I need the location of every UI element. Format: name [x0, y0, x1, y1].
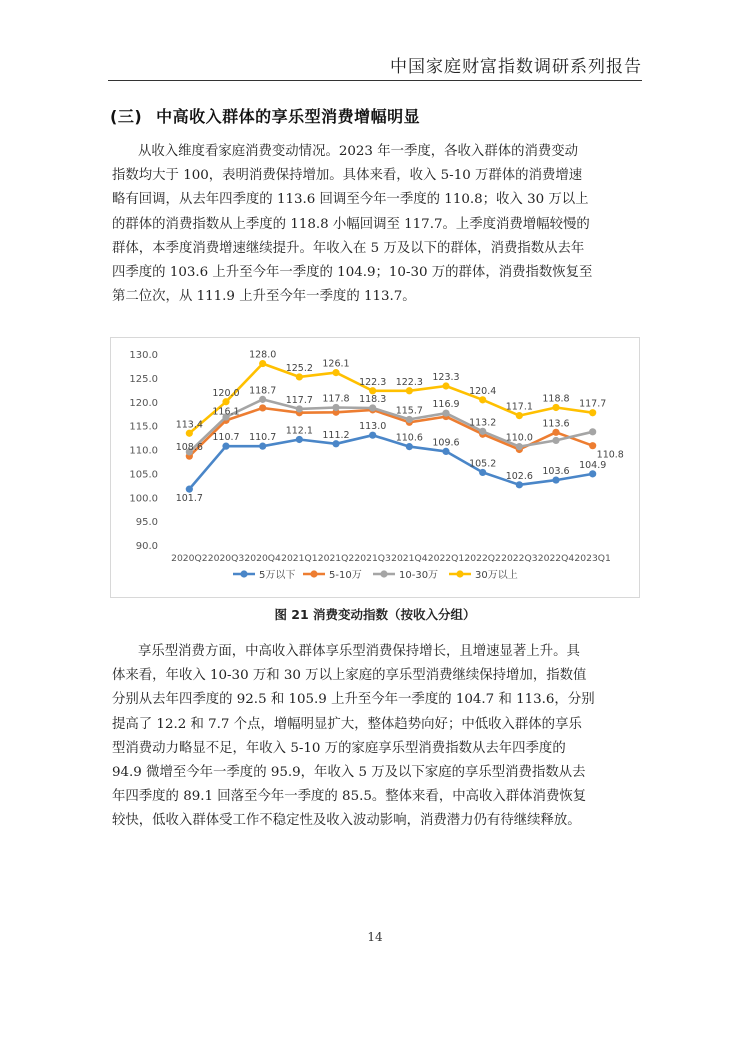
chart-svg [111, 338, 639, 597]
data-point [259, 404, 266, 411]
legend-marker [456, 570, 463, 577]
data-label: 118.3 [359, 393, 387, 405]
text-line: 分别从去年四季度的 92.5 和 105.9 上升至今年一季度的 104.7 和 113.6，分别 [112, 692, 595, 708]
y-tick-label: 90.0 [135, 541, 158, 552]
data-label: 110.8 [596, 449, 624, 461]
text-line: 型消费动力略显不足，年收入 5-10 万的家庭享乐型消费指数从去年四季度的 [112, 740, 566, 756]
data-point [332, 369, 339, 376]
x-tick-label: 2023Q1 [574, 553, 611, 564]
legend-label: 30万以上 [475, 570, 518, 581]
data-label: 111.2 [322, 429, 350, 441]
data-point [406, 443, 413, 450]
data-label: 128.0 [249, 349, 277, 361]
x-tick-label: 2022Q4 [537, 553, 575, 564]
text-line: 体来看，年收入 10-30 万和 30 万以上家庭的享乐型消费继续保持增加，指数值 [112, 668, 587, 684]
data-label: 117.8 [322, 393, 350, 405]
text-line: 四季度的 103.6 上升至今年一季度的 104.9；10-30 万的群体，消费指数恢复至 [112, 265, 593, 281]
data-label: 110.7 [212, 432, 240, 444]
text-line: 从收入维度看家庭消费变动情况。2023 年一季度，各收入群体的消费变动 [138, 144, 579, 159]
data-label: 125.2 [285, 362, 313, 374]
y-tick-label: 125.0 [129, 373, 158, 385]
data-label: 117.7 [285, 394, 313, 406]
y-tick-label: 130.0 [129, 350, 158, 361]
text-line: 94.9 微增至今年一季度的 95.9，年收入 5 万及以下家庭的享乐型消费指数从去 [112, 765, 586, 781]
data-point [259, 360, 266, 367]
section-number: (三) [110, 107, 143, 126]
paragraph-income-consumption [112, 140, 640, 309]
data-label: 105.2 [469, 458, 497, 470]
report-header: 中国家庭财富指数调研系列报告 [390, 57, 642, 77]
y-tick-label: 95.0 [135, 517, 158, 529]
data-label: 113.2 [469, 417, 497, 429]
page-number: 14 [367, 930, 383, 944]
data-point [296, 436, 303, 443]
data-point [589, 409, 596, 416]
text-line: 指数均大于 100，表明消费保持增加。具体来看，收入 5-10 万群体的消费增速 [112, 168, 583, 184]
data-label: 112.1 [285, 425, 313, 437]
text-line: 群体，本季度消费增速继续提升。年收入在 5 万及以下的群体，消费指数从去年 [112, 240, 585, 256]
data-label: 123.3 [432, 371, 460, 383]
data-label: 122.3 [359, 376, 387, 388]
data-point [369, 404, 376, 411]
y-tick-label: 100.0 [129, 493, 158, 505]
data-label: 120.0 [212, 387, 240, 399]
data-point [479, 469, 486, 476]
data-point [186, 486, 193, 493]
text-line: 年四季度的 89.1 回落至今年一季度的 85.5。整体来看，中高收入群体消费恢复 [112, 789, 587, 805]
data-point [332, 404, 339, 411]
data-point [552, 437, 559, 444]
data-label: 113.0 [359, 421, 387, 433]
y-tick-label: 105.0 [129, 469, 158, 481]
x-tick-label: 2022Q1 [427, 553, 465, 564]
legend-label: 10-30万 [399, 570, 439, 581]
x-tick-label: 2020Q3 [207, 553, 245, 564]
x-tick-label: 2020Q4 [244, 553, 281, 564]
text-line: 提高了 12.2 和 7.7 个点，增幅明显扩大，整体趋势向好；中低收入群体的享乐 [112, 716, 582, 732]
data-label: 103.6 [542, 466, 570, 478]
data-point [332, 440, 339, 447]
data-point [589, 470, 596, 477]
section-heading [110, 104, 420, 127]
legend-marker [240, 570, 247, 577]
data-label: 117.1 [505, 401, 533, 413]
text-line: 享乐型消费方面，中高收入群体享乐型消费保持增长，且增速显著上升。具 [138, 644, 580, 659]
data-label: 115.7 [395, 405, 423, 417]
data-point [222, 443, 229, 450]
data-label: 122.3 [395, 376, 423, 388]
data-point [406, 387, 413, 394]
data-point [479, 428, 486, 435]
x-tick-label: 2022Q2 [464, 553, 501, 564]
data-point [259, 396, 266, 403]
data-point [296, 405, 303, 412]
data-point [516, 481, 523, 488]
text-line: 较快，低收入群体受工作不稳定性及收入波动影响，消费潜力仍有待继续释放。 [112, 813, 581, 829]
legend-marker [380, 570, 387, 577]
x-tick-label: 2021Q4 [391, 553, 428, 564]
x-tick-label: 2022Q3 [501, 553, 538, 564]
data-label: 116.1 [212, 406, 240, 418]
data-label: 101.7 [175, 493, 203, 505]
text-line: 的群体的消费指数从上季度的 118.8 小幅回调至 117.7。上季度消费增幅较慢的 [112, 216, 590, 232]
data-point [222, 398, 229, 405]
data-point [552, 429, 559, 436]
header-divider [108, 80, 642, 81]
data-label: 118.7 [249, 385, 277, 397]
data-label: 104.9 [579, 459, 607, 471]
data-label: 116.9 [432, 399, 460, 411]
data-point [516, 412, 523, 419]
data-point [589, 428, 596, 435]
data-point [259, 443, 266, 450]
figure-caption: 图 21 消费变动指数（按收入分组） [274, 607, 476, 622]
section-title: 中高收入群体的享乐型消费增幅明显 [156, 107, 421, 126]
data-label: 110.7 [249, 432, 277, 444]
x-tick-label: 2021Q2 [317, 553, 355, 564]
data-point [442, 448, 449, 455]
text-line: 略有回调，从去年四季度的 113.6 回调至今年一季度的 110.8；收入 30 万以上 [112, 192, 589, 208]
data-point [186, 430, 193, 437]
data-label: 118.8 [542, 393, 570, 405]
consumption-index-chart [110, 337, 640, 598]
data-point [552, 476, 559, 483]
paragraph-hedonic-consumption [112, 640, 640, 834]
data-point [516, 443, 523, 450]
data-label: 113.4 [175, 419, 203, 431]
legend-label: 5-10万 [329, 570, 362, 581]
data-point [442, 410, 449, 417]
legend-label: 5万以下 [259, 570, 296, 581]
data-label: 117.7 [579, 398, 607, 410]
legend-marker [310, 570, 317, 577]
x-tick-label: 2021Q1 [281, 553, 318, 564]
data-label: 102.6 [505, 470, 533, 482]
y-tick-label: 115.0 [129, 421, 158, 433]
data-label: 110.0 [505, 432, 533, 444]
data-label: 110.6 [395, 432, 423, 444]
x-tick-label: 2021Q3 [354, 553, 391, 564]
data-label: 109.6 [432, 437, 460, 449]
data-point [552, 404, 559, 411]
data-point [296, 373, 303, 380]
data-point [406, 416, 413, 423]
data-point [479, 396, 486, 403]
data-point [442, 382, 449, 389]
data-label: 126.1 [322, 358, 350, 370]
data-label: 120.4 [469, 385, 497, 397]
data-point [369, 432, 376, 439]
y-tick-label: 110.0 [129, 445, 158, 457]
data-label: 113.6 [542, 418, 570, 430]
text-line: 第二位次，从 111.9 上升至今年一季度的 113.7。 [112, 289, 416, 305]
y-tick-label: 120.0 [129, 397, 158, 409]
data-label: 108.6 [175, 442, 203, 454]
x-tick-label: 2020Q2 [171, 553, 208, 564]
data-point [589, 442, 596, 449]
